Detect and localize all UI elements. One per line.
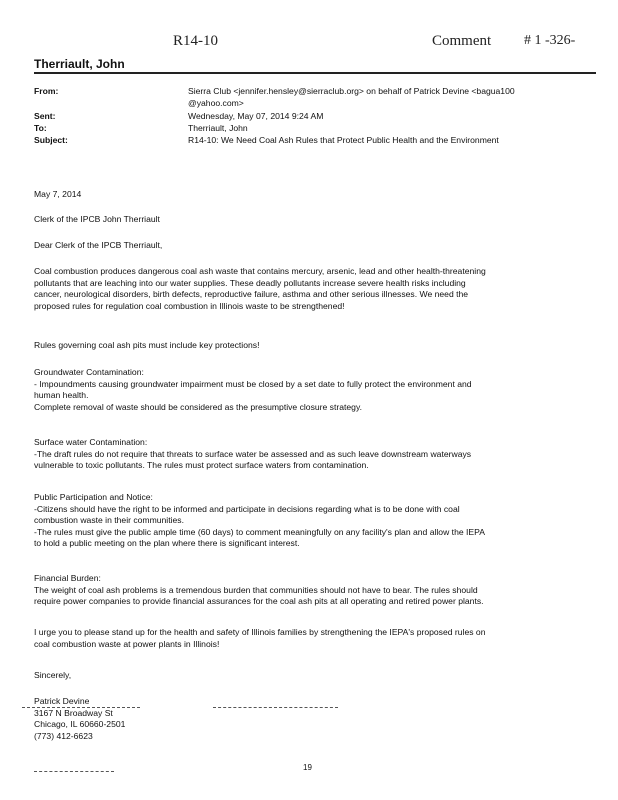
groundwater-line: human health. bbox=[34, 390, 89, 400]
public-heading: Public Participation and Notice: bbox=[34, 492, 153, 502]
surface-section bbox=[34, 437, 471, 472]
signature-street: 3167 N Broadway St bbox=[34, 707, 113, 718]
scan-line bbox=[213, 707, 338, 708]
comment-number: # 1 -326- bbox=[524, 33, 576, 48]
scan-line bbox=[34, 771, 114, 772]
groundwater-line: - Impoundments causing groundwater impairment must be closed by a set date to fully protect the environment and bbox=[34, 378, 472, 389]
intro-line: cancer, neurological disorders, birth defects, reproductive failure, asthma and other serious illnesses. We need the bbox=[34, 289, 469, 299]
closing-line: I urge you to please stand up for the health and safety of Illinois families by strengthening the IEPA's proposed rules on bbox=[34, 627, 486, 637]
financial-heading: Financial Burden: bbox=[34, 573, 101, 583]
public-line: to hold a public meeting on the plan where there is significant interest. bbox=[34, 538, 300, 548]
letter-date: May 7, 2014 bbox=[34, 189, 82, 199]
sent-label: Sent: bbox=[34, 111, 56, 121]
to-value: Therriault, John bbox=[188, 123, 248, 133]
from-value-line2: @yahoo.com> bbox=[188, 98, 244, 108]
intro-line: pollutants that are leaching into our water supplies. These deadly pollutants increase severe health risks including bbox=[34, 277, 466, 288]
public-line: -The rules must give the public ample time (60 days) to comment meaningfully on any facility's plan and allow the IEPA bbox=[34, 526, 485, 537]
scan-line bbox=[22, 707, 140, 708]
financial-line: require power companies to provide financial assurances for the coal ash pits at all operating and retired power plants. bbox=[34, 596, 484, 606]
page-number: 19 bbox=[303, 763, 312, 772]
key-protections-line: Rules governing coal ash pits must include key protections! bbox=[34, 340, 260, 350]
letter-addressee: Clerk of the IPCB John Therriault bbox=[34, 214, 160, 224]
public-line: combustion waste in their communities. bbox=[34, 515, 184, 525]
comment-label: Comment bbox=[432, 33, 492, 49]
subject-value: R14-10: We Need Coal Ash Rules that Protect Public Health and the Environment bbox=[188, 135, 499, 145]
intro-paragraph bbox=[34, 266, 486, 312]
financial-section bbox=[34, 573, 484, 608]
signature-city: Chicago, IL 60660-2501 bbox=[34, 719, 126, 729]
recipient-heading: Therriault, John bbox=[34, 57, 125, 71]
surface-line: -The draft rules do not require that threats to surface water be assessed and as such leave downstream waterways bbox=[34, 448, 472, 459]
surface-heading: Surface water Contamination: bbox=[34, 437, 148, 447]
signature-block bbox=[34, 696, 125, 742]
to-label: To: bbox=[34, 123, 47, 133]
public-section bbox=[34, 492, 485, 550]
closing-line: coal combustion waste at power plants in Illinois! bbox=[34, 638, 220, 649]
closing-paragraph bbox=[34, 627, 486, 650]
groundwater-line: Complete removal of waste should be considered as the presumptive closure strategy. bbox=[34, 401, 363, 412]
from-value-line1: Sierra Club <jennifer.hensley@sierraclub.org> on behalf of Patrick Devine <bagua100 bbox=[188, 86, 515, 96]
groundwater-heading: Groundwater Contamination: bbox=[34, 367, 144, 377]
letter-salutation: Dear Clerk of the IPCB Therriault, bbox=[34, 240, 163, 250]
public-line: -Citizens should have the right to be informed and participate in decisions regarding what is to be done with coal bbox=[34, 503, 460, 514]
financial-line: The weight of coal ash problems is a tremendous burden that communities should not have to bear. The rules should bbox=[34, 584, 478, 595]
signature-phone: (773) 412-6623 bbox=[34, 730, 93, 741]
intro-line: Coal combustion produces dangerous coal ash waste that contains mercury, arsenic, lead and other health-threatening bbox=[34, 266, 486, 276]
surface-line: vulnerable to toxic pollutants. The rules must protect surface waters from contamination. bbox=[34, 460, 369, 470]
header-rule bbox=[34, 72, 596, 74]
from-label: From: bbox=[34, 86, 59, 96]
groundwater-section bbox=[34, 367, 472, 413]
subject-label: Subject: bbox=[34, 135, 68, 145]
signature-name: Patrick Devine bbox=[34, 696, 90, 706]
signoff: Sincerely, bbox=[34, 670, 72, 680]
sent-value: Wednesday, May 07, 2014 9:24 AM bbox=[188, 111, 324, 121]
intro-line: proposed rules for regulation coal combustion in Illinois waste to be strengthened! bbox=[34, 300, 345, 311]
docket-number: R14-10 bbox=[173, 33, 218, 49]
